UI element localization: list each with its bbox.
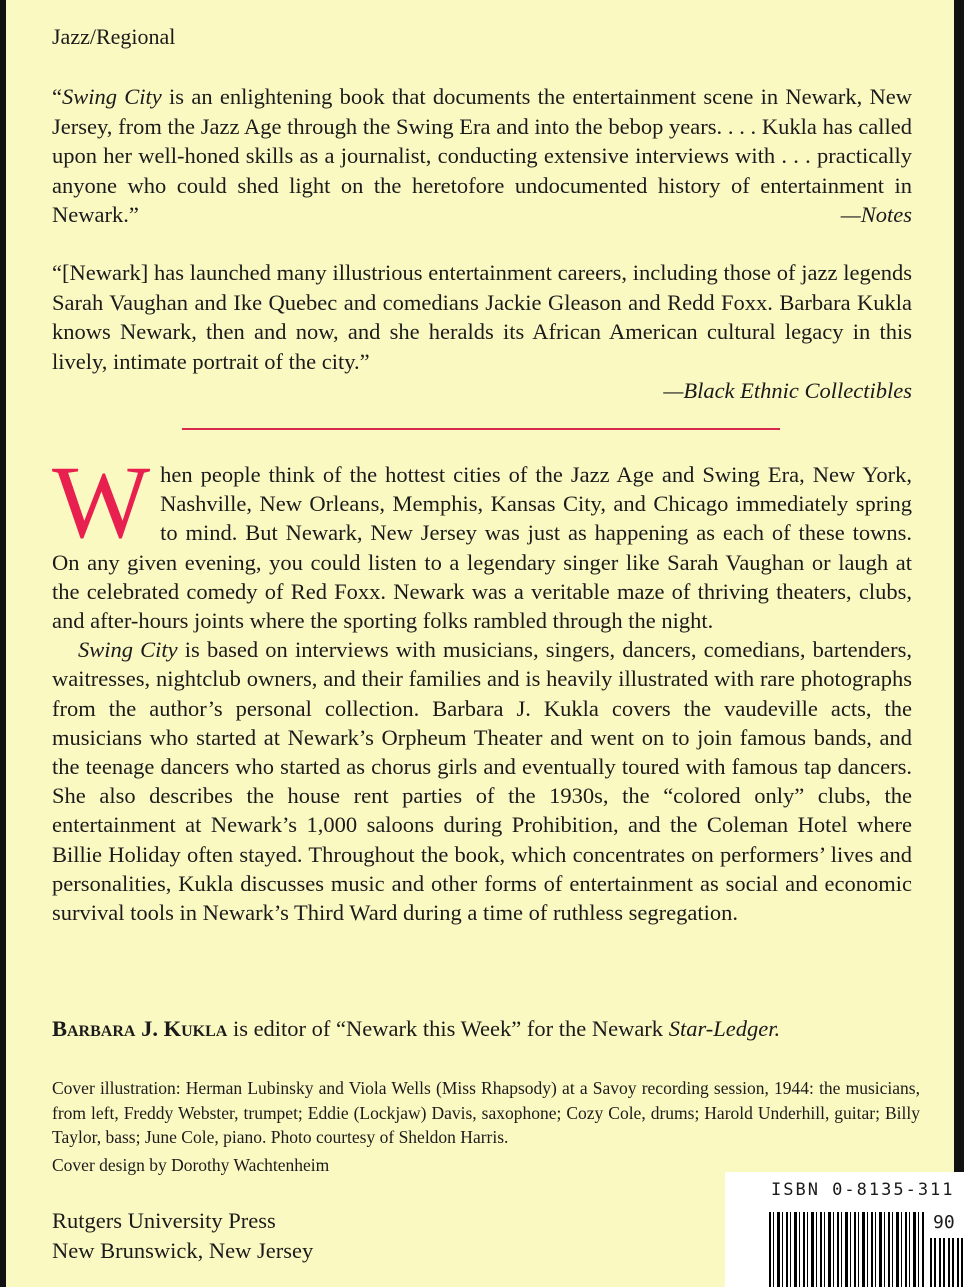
quote-text: is an enlightening book that documents the entertainment scene in Newark, New Jersey, from the Jazz Age through the Swing Era and into the bebop years. . . . Kukla has called upon her well-honed skills as a journalist, conducting extensive interviews with . . . practically anyone who could shed light on the heretofore undocumented history of entertainment in Newark.”: [52, 84, 912, 227]
quote-attribution: —Notes: [840, 202, 912, 227]
barcode-bars: [769, 1212, 925, 1287]
drop-cap: W: [52, 445, 151, 560]
divider-rule: [182, 428, 780, 430]
quote-text: “[Newark] has launched many illustrious entertainment careers, including those of jazz legends Sarah Vaughan and Ike Quebec and comedians Jackie Gleason and Redd Foxx. Barbara Kukla knows Newark, then and now, and she heralds its African American cultural legacy in this lively, intimate portrait of the city.”: [52, 260, 912, 374]
price-barcode-bars: [930, 1238, 964, 1287]
price-code: 90: [933, 1212, 955, 1233]
publisher-location: New Brunswick, New Jersey: [52, 1238, 314, 1263]
genre-label: Jazz/Regional: [52, 24, 176, 49]
quote-open-mark: “: [52, 84, 62, 109]
publisher-block: [52, 1206, 313, 1266]
publisher-name: Rutgers University Press: [52, 1208, 276, 1233]
author-bio: Barbara J. Kukla is editor of “Newark this Week” for the Newark Star-Ledger.: [52, 1016, 781, 1041]
review-quote-2: [52, 258, 912, 406]
author-name: Barbara J. Kukla: [52, 1016, 228, 1041]
design-credit: Cover design by Dorothy Wachtenheim: [52, 1155, 330, 1175]
review-quote-1: [52, 82, 912, 230]
quote-attribution: —Black Ethnic Collectibles: [663, 378, 912, 403]
newspaper-name: Star-Ledger.: [668, 1016, 781, 1041]
back-cover: [6, 0, 954, 1287]
book-title: Swing City: [62, 84, 162, 109]
description-paragraph-2: Swing City is based on interviews with musicians, singers, dancers, comedians, bartenders, waitresses, nightclub owners, and their families and is heavily illustrated with rare photographs from the author’s personal collection. Barbara J. Kukla covers the vaudeville acts, the musicians who started at Newark’s Orpheum Theater and went on to join famous bands, and the teenage dancers who started as chorus girls and eventually toured with famous tap dancers. She also describes the house rent parties of the 1930s, the “colored only” clubs, the entertainment at Newark’s 1,000 saloons during Prohibition, and the Coleman Hotel where Billie Holiday often stayed. Throughout the book, which concentrates on performers’ lives and personalities, Kukla discusses music and other forms of entertainment as social and economic survival tools in Newark’s Third Ward during a time of ruthless segregation.: [52, 637, 912, 926]
book-description: [52, 445, 912, 927]
book-title: Swing City: [78, 637, 178, 663]
cover-credits: Cover illustration: Herman Lubinsky and Viola Wells (Miss Rhapsody) at a Savoy recording session, 1944: the musicians, from left, Freddy Webster, trumpet; Eddie (Lockjaw) Davis, saxophone; Cozy Cole, drums; Harold Underhill, guitar; Billy Taylor, bass; June Cole, piano. Photo courtesy of Sheldon Harris.: [52, 1078, 920, 1147]
barcode-label: [725, 1172, 964, 1287]
isbn-text: ISBN 0-8135-311: [771, 1180, 955, 1200]
description-paragraph-1: When people think of the hottest cities of the Jazz Age and Swing Era, New York, Nashville, New Orleans, Memphis, Kansas City, and Chicago immediately spring to mind. But Newark, New Jersey was just as happening as each of these towns. On any given evening, you could listen to a legendary singer like Sarah Vaughan or laugh at the celebrated comedy of Red Foxx. Newark was a veritable maze of thriving theaters, clubs, and after-hours joints where the sporting folks rambled through the night.: [52, 445, 912, 634]
